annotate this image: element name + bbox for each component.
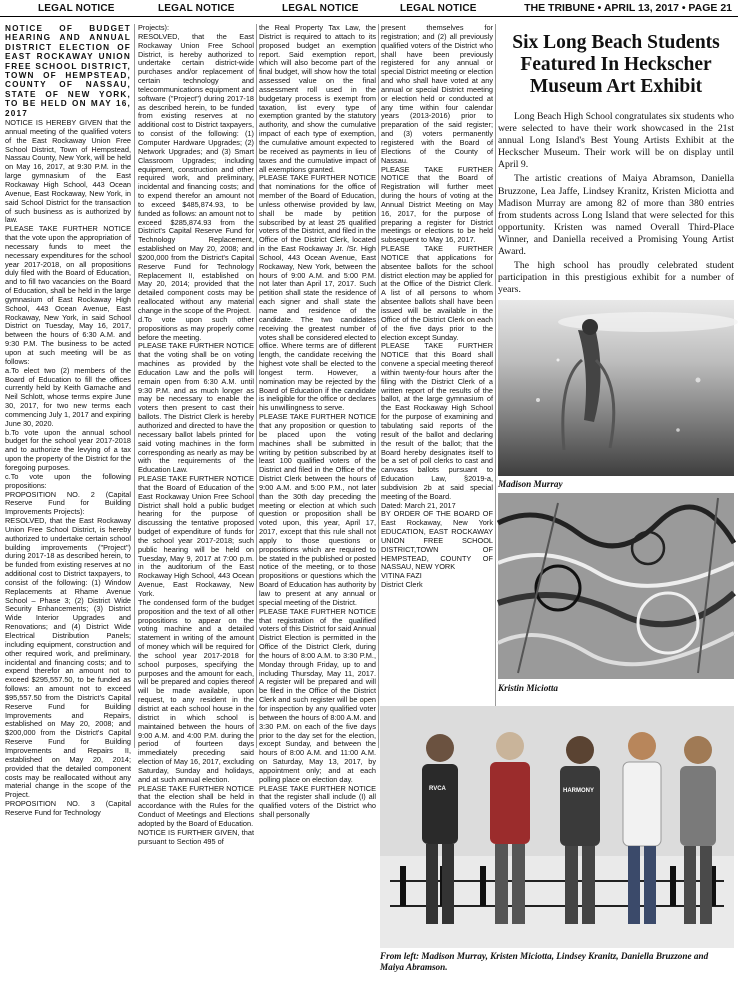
notice-paragraph: PLEASE TAKE FURTHER NOTICE that the Board of Education of the East Rockaway Union Free School District shall hold a public budget hearing for the purpose of discussing the tentative proposed budget of expenditure of funds for the school year 2017-2018; such public hearing will be held on Tuesday, May 9, 2017 at 7:00 p.m. in the auditorium of the East Rockaway High School, 443 Ocean Avenue, East Rockaway, New York.	[138, 474, 254, 598]
notice-paragraph: PLEASE TAKE FURTHER NOTICE that the Board of Registration will further meet during the hours of voting at the Annual District Meeting on May 16, 2017, for the purpose of preparing a register for District meetings or elections to be held subsequent to May 16, 2017.	[381, 164, 493, 245]
notice-paragraph: PLEASE TAKE FURTHER NOTICE that the register shall include (I) all qualified voters of the District who shall personally	[259, 783, 376, 820]
article-paragraph: The artistic creations of Maiya Abramson, Daniella Bruzzone, Lea Jaffe, Lindsey Kranitz, Kristen Miciotta and Madison Murray are among 82 of more than 380 entries from students across Long Island that were selected for this opportunity. Kristen was named Overall Third-Place Winner, and Daniella received a Promising Young Artist Award.	[498, 173, 734, 258]
notice-paragraph: PLEASE TAKE FURTHER NOTICE that the voting shall be on voting machines as provided by the Education Law and the polls will remain open from 6:30 A.M. until 9:30 P.M. and as much longer as may be necessary to enable the voters then present to cast their ballots. The District Clerk is hereby authorized and directed to have the necessary ballot labels printed for said voting machines in the form corresponding as nearly as may be with the requirements of the Education Law.	[138, 341, 254, 475]
notice-paragraph: The condensed form of the budget proposition and the text of all other propositions to appear on the voting machine and a detailed statement in writing of the amount of money which will be required for the school year 2017-2018 for school purposes, specifying the purposes and the amount for each, will be prepared and copies thereof will be made available, upon request, to any resident in the district at each school house in the district in which school is maintained between the hours of 9:00 A.M. and 4:00 P.M. during the period of fourteen days immediately preceding said election of May 16, 2017, excluding Saturday, Sunday and holidays, and at such annual election.	[138, 597, 254, 784]
legal-notice-label: LEGAL NOTICE	[158, 3, 235, 14]
notice-paragraph: PROPOSITION NO. 2 (Capital Reserve Fund for Building Improvements Projects):	[5, 489, 131, 517]
notice-paragraph: PLEASE TAKE FURTHER NOTICE that applications for absentee ballots for the school district election may be applied for at the Office of the District Clerk. A list of all persons to whom absentee ballots shall have been issued will be available in the Office of the District Clerk on each of the five days prior to the election except Sunday.	[381, 244, 493, 342]
legal-notice-label: LEGAL NOTICE	[282, 3, 359, 14]
notice-paragraph: RESOLVED, that the East Rockaway Union Free School District, is hereby authorized to undertake certain district-wide purchases and/or replacement of certain technology and telecommunications equipment and software ("Project") during 2017-18 as described herein, to be funded from existing reserves at no additional cost to District taxpayers, to consist of the following: (1) Computer Hardware Upgrades; (2) Network Upgrades; and (3) Smart Classroom Upgrades; including equipment, construction and other required work, and preliminary, incidental and financing costs; and to expend therefor an amount not to exceed $485,874.93, to be funded as follows: an amount not to exceed $285,874.93 from the District's Capital Reserve Fund for Technology Replacement, established on May 20, 2008; and $200,000 from the District's Capital Reserve Fund for Technology Replacement II, established on May 20, 2014; provided that the detailed component costs may be reallocated without any material change in the scope of the Project.	[138, 31, 254, 315]
notice-paragraph: PLEASE TAKE FURTHER NOTICE that the election shall be held in accordance with the Rules for the Conduct of Meetings and Elections adopted by the Board of Education.	[138, 783, 254, 828]
students-group-photo	[380, 706, 734, 948]
notice-paragraph: a.To elect two (2) members of the Board of Education to fill the offices currently held by Keith Gamache and Neil Schlott, whose terms expire June 30, 2017, for two new terms each commencing July 1, 2017 and expiring June 30, 2020.	[5, 365, 131, 428]
notice-paragraph: RESOLVED, that the East Rockaway Union Free School District, is hereby authorized to undertake certain school building improvements ("Project") during 2017-18 as described herein, to be funded from existing reserves at no additional cost to District taxpayers, to consist of the following: (1) Window Replacements at Rhame Avenue School – Phase 3; (2) District Wide Security Enhancements; (3) District Wide Interior Upgrades and Renovations; and (4) District Wide Electrical Distribution Panels; including equipment, construction and other required work, and preliminary, incidental and financing costs; and to expend therefor an amount not to exceed $295,557.50, to be funded as follows: an amount not to exceed $95,557.50 from the District's Capital Reserve Fund for Building Improvements and Repairs, established on May 20, 2008; and $200,000 from the District's Capital Reserve Fund for Building Improvements and Repairs II, established on May 20, 2014; provided that the detailed component costs may be reallocated without any material change in the scope of the Project.	[5, 516, 131, 800]
legal-notice-label: LEGAL NOTICE	[38, 3, 115, 14]
notice-paragraph: d.To vote upon such other propositions as may properly come before the meeting.	[138, 314, 254, 342]
notice-paragraph: present themselves for registration; and (2) all previously qualified voters of the District who shall have been previously registered for any annual or special District meeting or election and who shall have voted at any annual or special District meeting or election held or conducted at any time within four calendar years (2013-2016) prior to preparation of the said register; and (3) voters permanently registered with the Board of Elections of the County of Nassau.	[381, 23, 493, 165]
notice-paragraph: PLEASE TAKE FURTHER NOTICE that nominations for the office of member of the Board of Education, unless otherwise provided by law, shall be made by petition subscribed by at least 25 qualified voters of the District, and filed in the Office of the District Clerk, located in the East Rockaway Jr. /Sr. High School, 443 Ocean Avenue, East Rockaway, New York, between the hours of 9:00 A.M. and 5:00 P.M. not later than April 17, 2017. Such petition shall state the residence of each signer and shall state the name and residence of the candidate. The two candidates receiving the greatest number of votes shall be considered elected to office. Where terms are of different length, the candidate receiving the highest vote shall be elected to the longest term. However, a nomination may be rejected by the Board of Education if the candidate is ineligible for the office or declares his unwillingness to serve.	[259, 173, 376, 413]
legal-column-2	[138, 24, 254, 988]
underwater-artwork-image	[498, 300, 734, 476]
shirt-text: HARMONY	[563, 788, 594, 794]
article-paragraph: The high school has proudly celebrated student participation in this prestigious exhibit for a number of years.	[498, 260, 734, 296]
legal-column-3	[259, 23, 376, 820]
article-body	[498, 111, 734, 298]
notice-paragraph: PLEASE TAKE FURTHER NOTICE that the vote upon the appropriation of necessary funds to meet the necessary expenditures for the school year 2017-2018, on all propositions duly filed with the Board of Education, and to fill two vacancies on the Board of Education, shall be held in the large gymnasium of East Rockaway High School, 443 Ocean Avenue, East Rockaway, New York, in said School District on Tuesday, May 16, 2017, between the hours of 6:30 A.M. and 9:30 P.M. The business to be acted upon at such meeting will be as follows:	[5, 224, 131, 366]
notice-paragraph: PROPOSITION NO. 3 (Capital Reserve Fund for Technology	[5, 799, 131, 817]
article-title: Six Long Beach Students Featured In Heckscher Museum Art Exhibit	[512, 32, 720, 97]
article-paragraph: Long Beach High School congratulates six students who were selected to have their work showcased in the 21st annual Long Island's Best Young Artists Exhibit at the Heckscher Museum. Their work will be on display until April 9.	[498, 111, 734, 171]
legal-notice-label: LEGAL NOTICE	[400, 3, 477, 14]
notice-paragraph: Projects):	[138, 23, 170, 32]
pattern-artwork-image	[498, 493, 734, 679]
legal-column-4	[381, 24, 493, 754]
notice-paragraph: PLEASE TAKE FURTHER NOTICE that registration of the qualified voters of this District for said Annual District Election is permitted in the Office of the District Clerk, during the hours of 8:00 A.M. to 3:30 P.M., Monday through Friday, up to and including Thursday, May 11, 2017. A register will be prepared and will be filed in the Office of the District Clerk and such register will be open for inspection by any qualified voter between the hours of 8:00 A.M. and 3:30 P.M. on each of the five days prior to the day set for the election, except Sunday, and between the hours of 8:00 A.M. and 11:00 A.M. on Saturday, May 13, 2017, by appointment only; and at each polling place on election day.	[259, 606, 376, 784]
legal-column-1	[5, 24, 131, 988]
column-divider	[378, 24, 379, 748]
students-illustration	[380, 706, 734, 948]
column-divider	[256, 24, 257, 748]
photo-caption: Kristin Miciotta	[498, 683, 558, 693]
shirt-text: RVCA	[429, 786, 446, 792]
column-divider	[134, 24, 135, 748]
column-divider	[495, 24, 496, 748]
notice-paragraph: Dated: March 21, 2017	[381, 500, 456, 510]
notice-paragraph: PLEASE TAKE FURTHER NOTICE that this Board shall convene a special meeting thereof within twenty-four hours after the filing with the District Clerk of a written report of the results of the ballot, at the large gymnasium of the East Rockaway High School for the purpose of examining and tabulating said reports of the result of the ballot and declaring the result of the ballot; that the Board hereby designates itself to be a set of poll clerks to cast and canvass ballots pursuant to Education Law, §2019-a, subdivision 2b at said special meeting of the Board.	[381, 341, 493, 501]
photo-caption: Madison Murray	[498, 479, 563, 489]
notice-paragraph: PLEASE TAKE FURTHER NOTICE that any proposition or question to be placed upon the voting machines shall be submitted in writing by petition subscribed by at least 100 qualified voters of the District and filed in the Office of the District Clerk between the hours of 9:00 A.M. and 5:00 P.M., not later than the 30th day preceding the meeting or election at which such question or proposition shall be voted upon, this year, April 17, 2017, except that this rule shall not apply to those questions or propositions which are required to be stated in the published or posted notice of the meeting, or to those propositions or questions which the Board of Education has authority by law to present at any annual or special meeting of the District.	[259, 412, 376, 607]
notice-paragraph: NOTICE IS FURTHER GIVEN, that pursuant to Section 495 of	[138, 827, 254, 846]
masthead: THE TRIBUNE • APRIL 13, 2017 • PAGE 21	[524, 2, 732, 14]
group-photo-caption: From left: Madison Murray, Kristen Miciotta, Lindsey Kranitz, Daniella Bruzzone and Maiya Abramson.	[380, 951, 709, 972]
notice-paragraph: the Real Property Tax Law, the District is required to attach to its proposed budget an exemption report. Said exemption report, which will also become part of the final budget, will show how the total assessed value on the final assessment roll used in the budgetary process is exempt from taxation, list every type of exemption granted by the statutory authority, and show the cumulative impact of each type of exemption, the cumulative amount expected to be received as payments in lieu of taxes and the cumulative impact of all exemptions granted.	[259, 23, 376, 174]
notice-paragraph: BY ORDER OF THE BOARD OF East Rockaway, New York EDUCATION, EAST ROCKAWAY UNION FREE SCHOOL DISTRICT,TOWN OF HEMPSTEAD, COUNTY OF NASSAU, NEW YORK	[381, 509, 493, 572]
notice-paragraph: District Clerk	[381, 580, 423, 590]
notice-paragraph: NOTICE IS HEREBY GIVEN that the annual meeting of the qualified voters of the East Rockaway Union Free School District, Town of Hempstead, Nassau County, New York, will be held on May 16, 2017, at 9:30 P.M. in the large gymnasium of the East Rockaway High School, 443 Ocean Avenue, East Rockaway, New York, in said School District for the transaction of such business as is authorized by law.	[5, 118, 131, 225]
notice-heading: NOTICE OF BUDGET HEARING AND ANNUAL DISTRICT ELECTION OF EAST ROCKAWAY UNION FREE SCHOOL DISTRICT, TOWN OF HEMPSTEAD, COUNTY OF NASSAU, STATE OF NEW YORK, TO BE HELD ON MAY 16, 2017	[5, 24, 131, 118]
swimmer-illustration	[498, 300, 734, 476]
notice-paragraph: c.To vote upon the following propositions:	[5, 471, 131, 490]
abstract-pattern-illustration	[498, 493, 734, 679]
notice-paragraph: b.To vote upon the annual school budget for the school year 2017-2018 and to authorize the levying of a tax upon the property of the District for the foregoing purposes.	[5, 427, 131, 472]
page-header	[0, 0, 738, 17]
notice-paragraph: VITINA FAZI	[381, 571, 422, 581]
